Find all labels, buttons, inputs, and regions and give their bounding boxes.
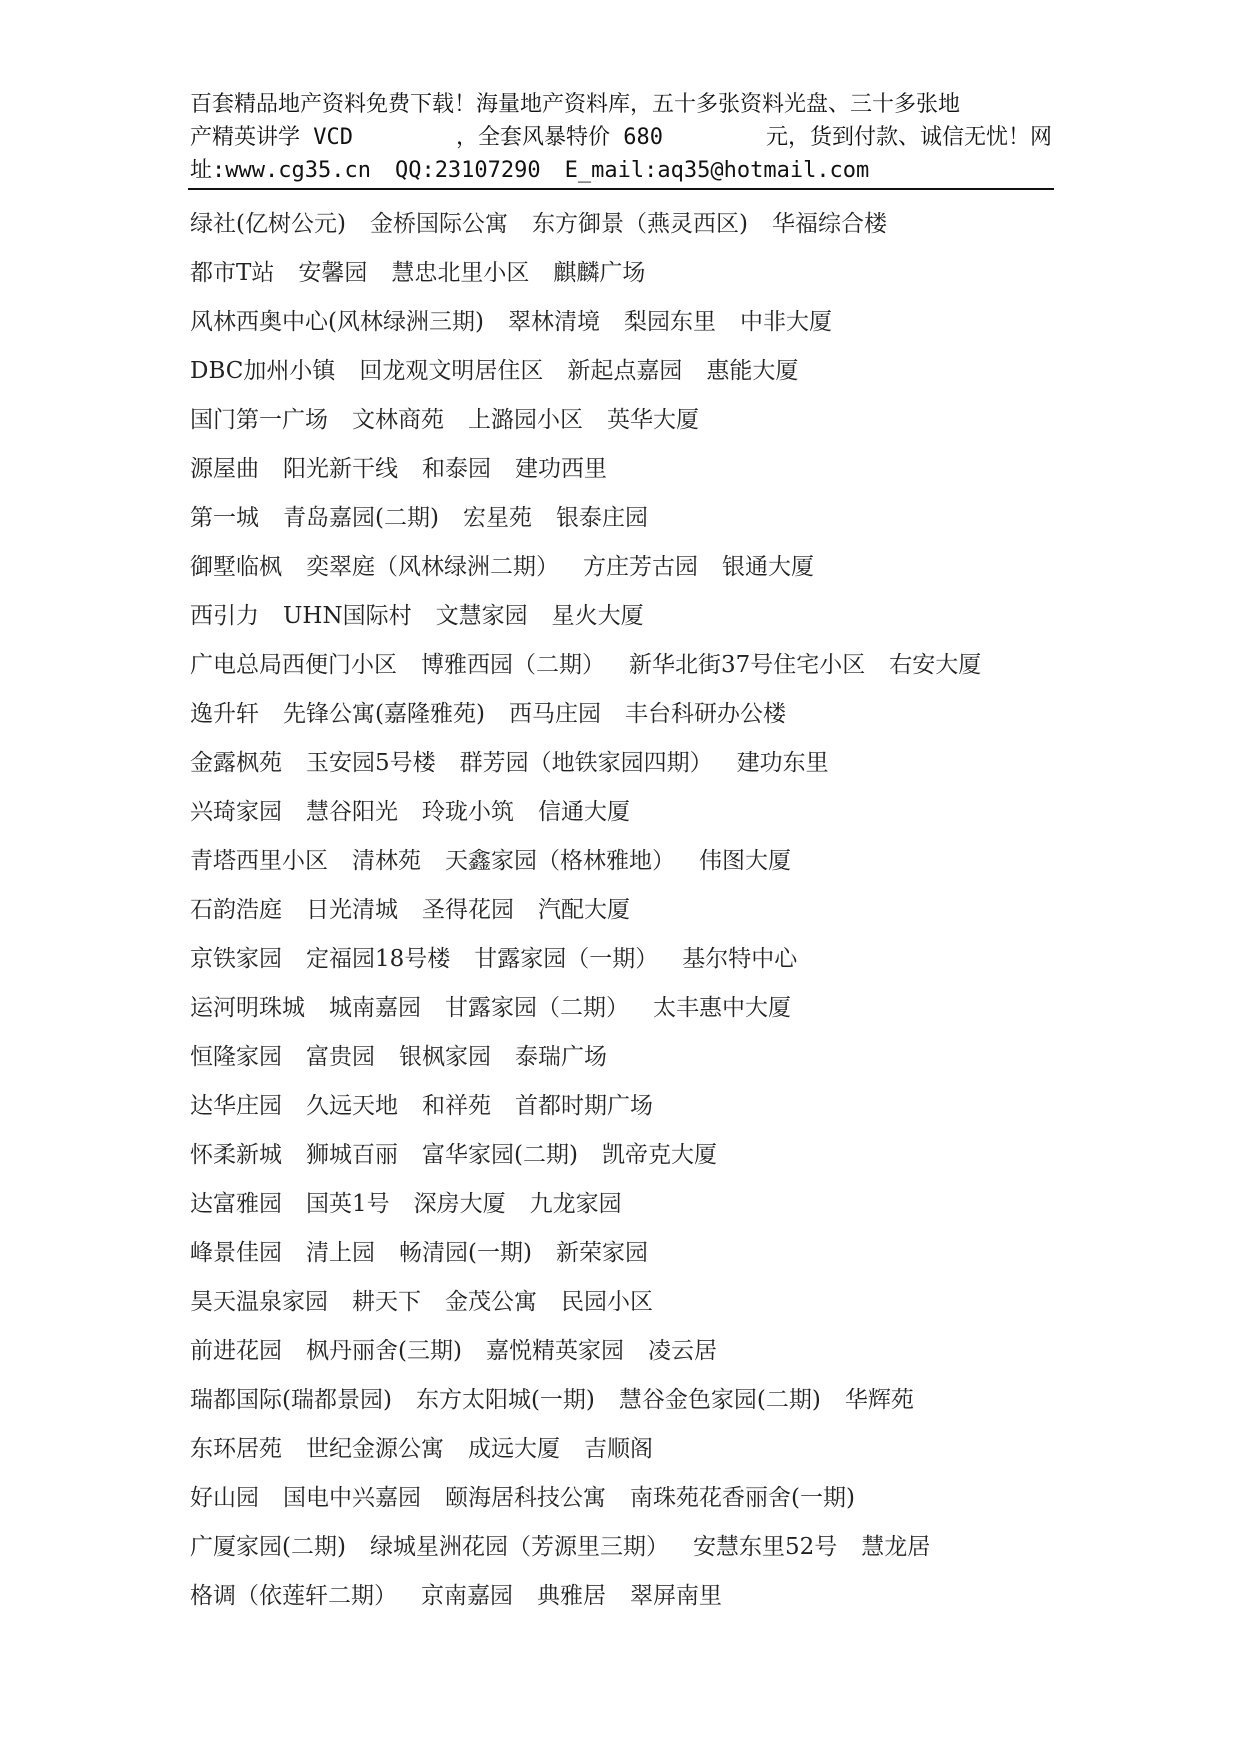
list-row [190, 1471, 1070, 1520]
property-name: 西马庄园 [508, 701, 601, 727]
list-row [190, 442, 1070, 491]
list-row [190, 295, 1070, 344]
property-name: 九龙家园 [529, 1191, 622, 1217]
property-name: 深房大厦 [413, 1191, 506, 1217]
property-name: 慧忠北里小区 [391, 260, 530, 286]
property-name: 文慧家园 [435, 603, 528, 629]
property-name: 基尔特中心 [682, 946, 798, 972]
property-name: 广电总局西便门小区 [190, 652, 397, 678]
header-line-2 [190, 121, 1052, 154]
property-name: 运河明珠城 [190, 995, 305, 1021]
list-row [190, 1128, 1070, 1177]
property-name: 怀柔新城 [190, 1142, 282, 1168]
property-name: 慧谷阳光 [306, 799, 398, 825]
property-name: 成远大厦 [468, 1436, 560, 1462]
property-name: 甘露家园（二期） [445, 995, 629, 1021]
property-name: 汽配大厦 [538, 897, 630, 923]
property-name: 金茂公寓 [445, 1289, 537, 1315]
property-name: 源屋曲 [190, 456, 259, 482]
property-name: 首都时期广场 [515, 1093, 653, 1119]
property-name: 安慧东里52号 [692, 1534, 838, 1560]
property-name: 玉安园5号楼 [306, 750, 436, 776]
list-row [190, 638, 1070, 687]
property-name: 建功西里 [515, 456, 607, 482]
list-row [190, 1079, 1070, 1128]
property-name: 兴琦家园 [190, 799, 282, 825]
property-name: 典雅居 [537, 1583, 606, 1609]
property-name: 建功东里 [736, 750, 829, 776]
list-row [190, 344, 1070, 393]
list-row [190, 197, 1070, 246]
property-name: 星火大厦 [551, 603, 644, 629]
property-name: 民园小区 [561, 1289, 653, 1315]
list-row [190, 1422, 1070, 1471]
header-email[interactable]: E_mail:aq35@hotmail.com [564, 158, 870, 183]
property-name: 玲珑小筑 [422, 799, 514, 825]
property-name: 城南嘉园 [329, 995, 421, 1021]
property-name: 青岛嘉园(二期) [283, 505, 439, 531]
list-row [190, 1030, 1070, 1079]
property-name: 好山园 [190, 1485, 259, 1511]
property-name: 瑞都国际(瑞都景园) [190, 1387, 392, 1413]
property-name: 惠能大厦 [706, 358, 799, 384]
list-row [190, 1226, 1070, 1275]
list-row [190, 589, 1070, 638]
list-row [190, 932, 1070, 981]
property-name: 和祥苑 [422, 1093, 491, 1119]
property-name: 第一城 [190, 505, 259, 531]
property-name: 昊天温泉家园 [190, 1289, 328, 1315]
property-name: 久远天地 [306, 1093, 398, 1119]
property-name: 京南嘉园 [421, 1583, 513, 1609]
property-name: 国门第一广场 [190, 407, 328, 433]
property-name: 新起点嘉园 [567, 358, 683, 384]
property-name: 阳光新干线 [283, 456, 398, 482]
property-name: 枫丹丽舍(三期) [306, 1338, 462, 1364]
property-name: 回龙观文明居住区 [359, 358, 544, 384]
property-name: 右安大厦 [889, 652, 982, 678]
header-line-1 [190, 88, 1052, 121]
property-name: 绿城星洲花园（芳源里三期） [369, 1534, 669, 1560]
property-name: 御墅临枫 [190, 554, 282, 580]
header-text-price: ，全套风暴特价 680 [455, 125, 663, 150]
property-name: 耕天下 [352, 1289, 421, 1315]
property-name: 逸升轩 [190, 701, 259, 727]
property-name: 石韵浩庭 [190, 897, 282, 923]
header-ad [190, 88, 1052, 187]
property-name: 群芳园（地铁家园四期） [459, 750, 713, 776]
property-name: 金桥国际公寓 [369, 211, 508, 237]
property-name: 奕翠庭（风林绿洲二期） [306, 554, 559, 580]
property-name: 西引力 [190, 603, 259, 629]
property-name: 安馨园 [298, 260, 368, 286]
property-name: 丰台科研办公楼 [624, 701, 786, 727]
property-name: 东方太阳城(一期) [415, 1387, 595, 1413]
property-name: 新华北街37号住宅小区 [629, 652, 866, 678]
property-name: 泰瑞广场 [515, 1044, 607, 1070]
header-text-vcd: 产精英讲学 VCD [190, 125, 353, 150]
property-name: 绿社(亿树公元) [190, 211, 346, 237]
list-row [190, 981, 1070, 1030]
property-name: 上潞园小区 [468, 407, 583, 433]
list-row [190, 785, 1070, 834]
property-name: 嘉悦精英家园 [485, 1338, 624, 1364]
property-name: 国电中兴嘉园 [283, 1485, 421, 1511]
property-name: 博雅西园（二期） [421, 652, 605, 678]
property-name: 青塔西里小区 [190, 848, 328, 874]
property-name: 英华大厦 [607, 407, 699, 433]
list-row [190, 1177, 1070, 1226]
property-name: 恒隆家园 [190, 1044, 282, 1070]
property-name: 广厦家园(二期) [190, 1534, 346, 1560]
property-name: 华福综合楼 [771, 211, 887, 237]
list-row [190, 1373, 1070, 1422]
property-name: 达富雅园 [190, 1191, 282, 1217]
property-name: 达华庄园 [190, 1093, 282, 1119]
list-row [190, 883, 1070, 932]
property-name: 先锋公寓(嘉隆雅苑) [283, 701, 485, 727]
header-line-3 [190, 154, 1052, 187]
property-name: 南珠苑花香丽舍(一期) [630, 1485, 855, 1511]
list-row [190, 736, 1070, 785]
property-name: 峰景佳园 [190, 1240, 282, 1266]
property-name: 翠屏南里 [630, 1583, 722, 1609]
property-name: 信通大厦 [538, 799, 630, 825]
header-divider [188, 188, 1054, 190]
list-row [190, 1275, 1070, 1324]
property-name: UHN国际村 [283, 603, 412, 629]
list-row [190, 491, 1070, 540]
list-row [190, 1520, 1070, 1569]
property-name: 世纪金源公寓 [306, 1436, 444, 1462]
list-row [190, 834, 1070, 883]
property-name: 太丰惠中大厦 [653, 995, 791, 1021]
property-name: 颐海居科技公寓 [445, 1485, 606, 1511]
header-qq: QQ:23107290 [394, 158, 541, 183]
property-name: 吉顺阁 [584, 1436, 653, 1462]
property-name: 梨园东里 [623, 309, 716, 335]
property-name: 文林商苑 [352, 407, 444, 433]
header-line-1-text: 百套精品地产资料免费下载！海量地产资料库，五十多张资料光盘、三十多张地 [190, 92, 961, 117]
list-row [190, 1569, 1070, 1618]
property-name: 方庄芳古园 [583, 554, 698, 580]
property-name: 富华家园(二期) [422, 1142, 578, 1168]
property-name: 国英1号 [306, 1191, 390, 1217]
list-row [190, 687, 1070, 736]
property-name: 银泰庄园 [555, 505, 648, 531]
property-name: 慧龙居 [861, 1534, 931, 1560]
property-name: 风林西奥中心(风林绿洲三期) [190, 309, 484, 335]
property-name: 金露枫苑 [190, 750, 282, 776]
property-name: 和泰园 [422, 456, 491, 482]
property-name: 畅清园(一期) [399, 1240, 532, 1266]
property-name: 伟图大厦 [699, 848, 791, 874]
property-name: 定福园18号楼 [306, 946, 451, 972]
property-name: 狮城百丽 [306, 1142, 398, 1168]
property-name: 凯帝克大厦 [601, 1142, 717, 1168]
property-name: 慧谷金色家园(二期) [618, 1387, 821, 1413]
property-list [190, 197, 1070, 1618]
property-name: 天鑫家园（格林雅地） [445, 848, 675, 874]
property-name: 甘露家园（一期） [474, 946, 659, 972]
property-name: 翠林清境 [507, 309, 600, 335]
property-name: 新荣家园 [555, 1240, 648, 1266]
header-website[interactable]: 址:www.cg35.cn [190, 158, 371, 183]
property-name: 格调（依莲轩二期） [190, 1583, 397, 1609]
property-name: 清林苑 [352, 848, 421, 874]
property-name: 东环居苑 [190, 1436, 282, 1462]
list-row [190, 540, 1070, 589]
property-name: 银枫家园 [399, 1044, 491, 1070]
property-name: 东方御景（燕灵西区) [531, 211, 748, 237]
list-row [190, 1324, 1070, 1373]
property-name: 麒麟广场 [553, 260, 646, 286]
property-name: 宏星苑 [462, 505, 532, 531]
property-name: 清上园 [306, 1240, 375, 1266]
property-name: 凌云居 [647, 1338, 717, 1364]
list-row [190, 246, 1070, 295]
property-name: 圣得花园 [422, 897, 514, 923]
header-text-payment: 元，货到付款、诚信无忧！网 [765, 125, 1052, 150]
property-name: 都市T站 [190, 260, 275, 286]
property-name: 中非大厦 [739, 309, 832, 335]
property-name: 银通大厦 [722, 554, 814, 580]
list-row [190, 393, 1070, 442]
property-name: 华辉苑 [844, 1387, 914, 1413]
property-name: 日光清城 [306, 897, 398, 923]
property-name: 富贵园 [306, 1044, 375, 1070]
property-name: 京铁家园 [190, 946, 282, 972]
property-name: 前进花园 [190, 1338, 282, 1364]
property-name: DBC加州小镇 [190, 358, 336, 384]
